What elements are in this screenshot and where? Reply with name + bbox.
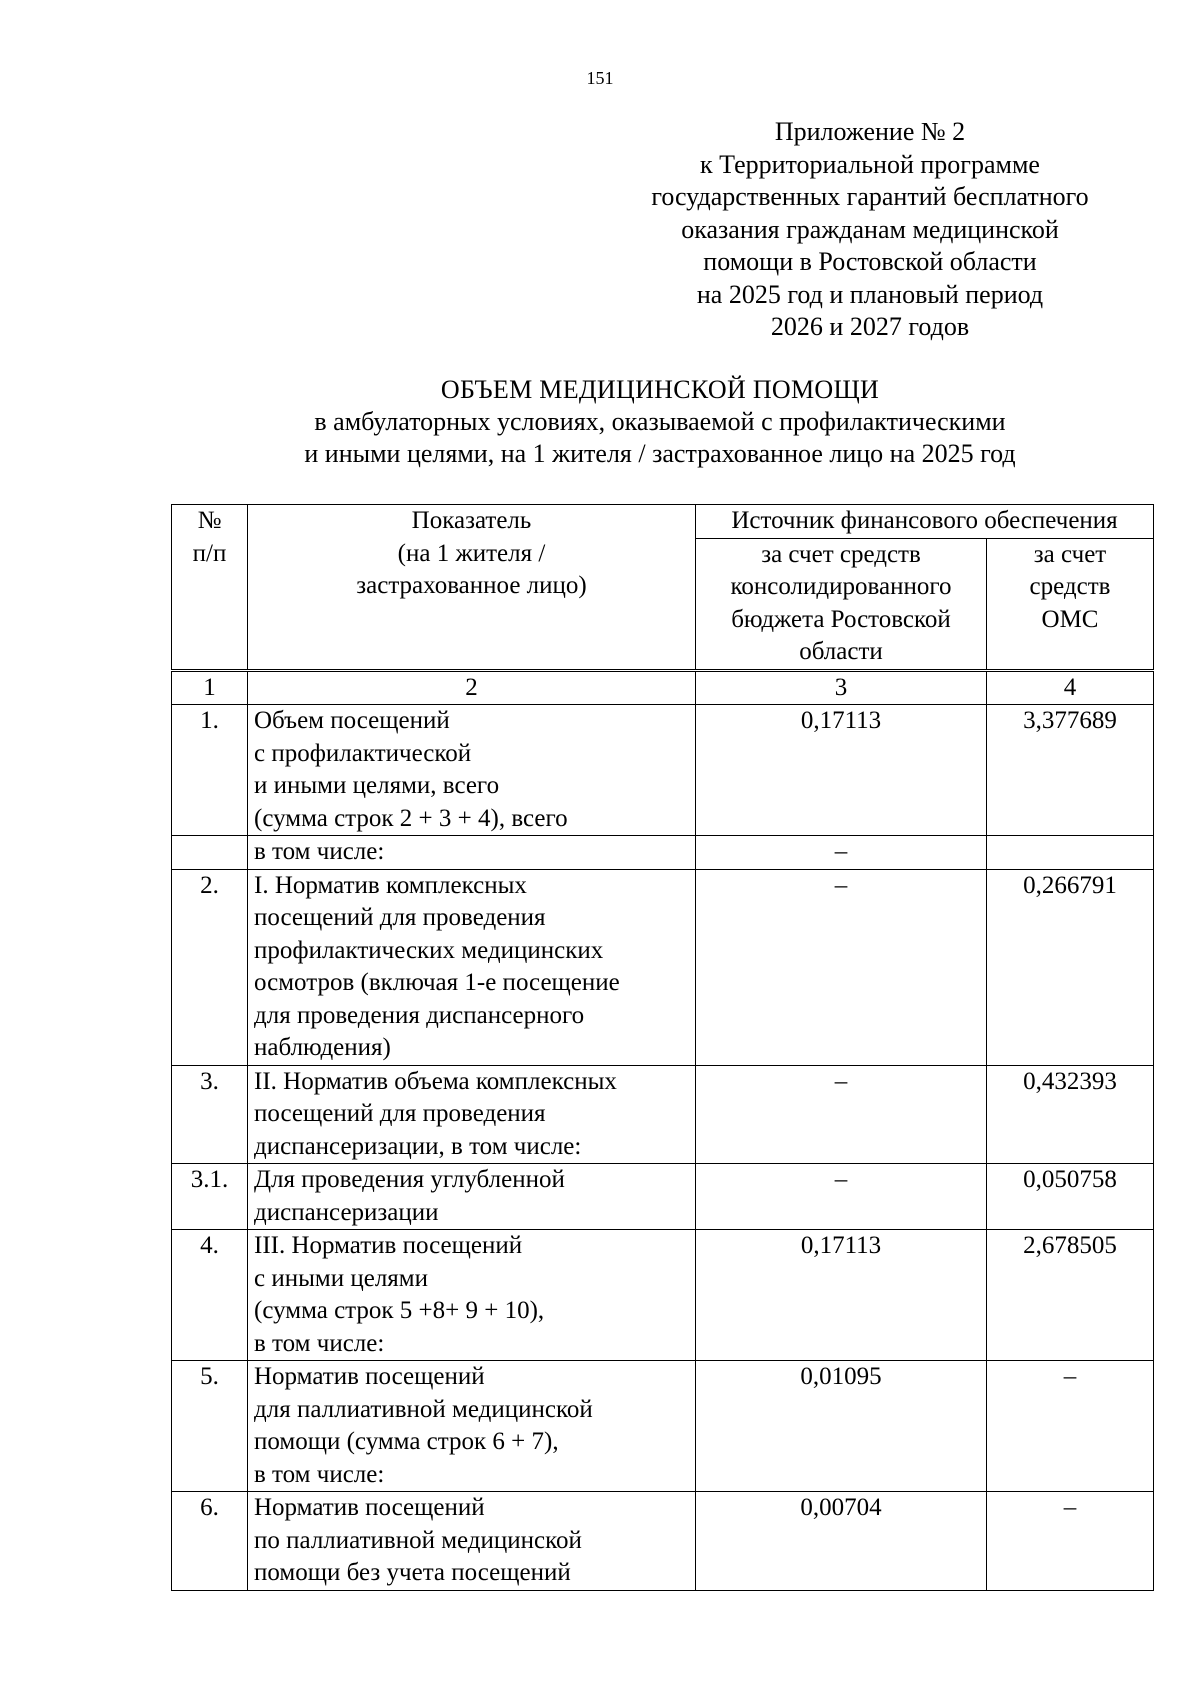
header-indicator-line: (на 1 жителя /: [397, 539, 546, 567]
row-indicator: [248, 1492, 696, 1591]
indicator-line: с иными целями: [254, 1264, 428, 1292]
annex-line: Приложение № 2: [774, 117, 966, 146]
row-budget-value: 0,00704: [696, 1492, 987, 1591]
header-indicator-line: застрахованное лицо): [356, 572, 587, 599]
row-indicator: [248, 1230, 696, 1361]
row-budget-value: –: [696, 869, 987, 1065]
annex-header: [620, 116, 1120, 344]
column-number: 2: [248, 670, 696, 705]
row-budget-value: 0,01095: [696, 1361, 987, 1492]
indicator-line: и иными целями, всего: [254, 772, 500, 799]
annex-line: 2026 и 2027 годов: [770, 312, 970, 341]
row-number: 1.: [172, 705, 248, 836]
row-oms-value: 0,050758: [987, 1164, 1154, 1230]
row-number: 3.: [172, 1065, 248, 1164]
annex-line: оказания гражданам медицинской: [681, 214, 1059, 244]
column-number: 3: [696, 670, 987, 705]
header-oms: [987, 538, 1154, 670]
indicator-line: (сумма строк 5 +8+ 9 + 10),: [254, 1297, 545, 1324]
column-number-row: [172, 670, 1154, 705]
indicator-line: в том числе:: [254, 838, 385, 865]
annex-line: к Территориальной программе: [700, 149, 1040, 179]
indicator-line: II. Норматив объема комплексных: [254, 1067, 617, 1095]
header-budget-line: бюджета Ростовской: [731, 605, 951, 633]
row-number: 6.: [172, 1492, 248, 1591]
header-num-line: №: [197, 507, 222, 534]
row-budget-value: –: [696, 1164, 987, 1230]
header-num: [172, 505, 248, 671]
title-main: ОБЪЕМ МЕДИЦИНСКОЙ ПОМОЩИ: [440, 375, 880, 404]
indicator-line: Норматив посещений: [254, 1363, 485, 1390]
table-row: [172, 1361, 1154, 1492]
table-row: [172, 1164, 1154, 1230]
row-indicator: [248, 836, 696, 870]
header-oms-line: ОМС: [1041, 605, 1099, 633]
row-indicator: [248, 705, 696, 836]
indicator-line: (сумма строк 2 + 3 + 4), всего: [254, 804, 568, 832]
indicator-line: помощи без учета посещений: [254, 1559, 571, 1586]
indicator-line: посещений для проведения: [254, 1100, 546, 1127]
header-budget-line: консолидированного: [730, 573, 952, 600]
indicator-line: с профилактической: [254, 739, 472, 767]
row-indicator: [248, 1065, 696, 1164]
table-row: [172, 1230, 1154, 1361]
column-number: 4: [987, 670, 1154, 705]
indicator-line: наблюдения): [254, 1034, 391, 1061]
row-number: 3.1.: [172, 1164, 248, 1230]
indicator-line: осмотров (включая 1-е посещение: [254, 969, 620, 996]
row-budget-value: 0,17113: [696, 705, 987, 836]
indicator-line: Норматив посещений: [254, 1494, 485, 1521]
row-number: 4.: [172, 1230, 248, 1361]
indicator-line: Для проведения углубленной: [254, 1166, 565, 1193]
indicator-line: в том числе:: [254, 1460, 385, 1488]
row-oms-value: 2,678505: [987, 1230, 1154, 1361]
header-budget-line: области: [799, 638, 883, 665]
indicator-line: III. Норматив посещений: [254, 1232, 523, 1259]
table-row: [172, 869, 1154, 1065]
row-indicator: [248, 1361, 696, 1492]
indicator-line: посещений для проведения: [254, 904, 546, 931]
row-number: 2.: [172, 869, 248, 1065]
indicator-line: диспансеризации, в том числе:: [254, 1132, 582, 1160]
header-oms-line: за счет: [1033, 540, 1107, 568]
table-row: [172, 836, 1154, 870]
document-title: [0, 374, 1200, 470]
annex-line: на 2025 год и плановый период: [696, 279, 1044, 309]
row-oms-value: [987, 836, 1154, 870]
header-budget-line: за счет средств: [761, 540, 921, 568]
row-budget-value: 0,17113: [696, 1230, 987, 1361]
annex-line: помощи в Ростовской области: [703, 247, 1037, 276]
table-row: [172, 1065, 1154, 1164]
row-number: 5.: [172, 1361, 248, 1492]
header-indicator-line: Показатель: [411, 507, 532, 534]
title-subtitle-line-2: и иными целями, на 1 жителя / застрахованное лицо на 2025 год: [304, 439, 1016, 468]
indicator-line: I. Норматив комплексных: [254, 871, 527, 899]
medical-volume-table: [171, 504, 1154, 1591]
indicator-line: по паллиативной медицинской: [254, 1526, 582, 1554]
row-oms-value: 0,266791: [987, 869, 1154, 1065]
row-oms-value: 3,377689: [987, 705, 1154, 836]
header-indicator: [248, 505, 696, 671]
indicator-line: помощи (сумма строк 6 + 7),: [254, 1428, 559, 1455]
header-budget: [696, 538, 987, 670]
row-budget-value: –: [696, 836, 987, 870]
indicator-line: диспансеризации: [254, 1198, 439, 1226]
header-num-line: п/п: [192, 539, 227, 567]
indicator-line: в том числе:: [254, 1329, 385, 1357]
table-row: [172, 1492, 1154, 1591]
annex-line: государственных гарантий бесплатного: [651, 182, 1089, 211]
row-indicator: [248, 869, 696, 1065]
table-row: [172, 705, 1154, 836]
row-oms-value: 0,432393: [987, 1065, 1154, 1164]
row-indicator: [248, 1164, 696, 1230]
indicator-line: для проведения диспансерного: [254, 1001, 585, 1029]
title-subtitle-line-1: в амбулаторных условиях, оказываемой с профилактическими: [314, 407, 1006, 436]
indicator-line: Объем посещений: [254, 707, 450, 734]
header-source-group: Источник финансового обеспечения: [696, 505, 1154, 539]
header-oms-line: средств: [1029, 573, 1111, 600]
indicator-line: для паллиативной медицинской: [254, 1395, 593, 1423]
row-oms-value: –: [987, 1492, 1154, 1591]
row-budget-value: –: [696, 1065, 987, 1164]
row-number: [172, 836, 248, 870]
row-oms-value: –: [987, 1361, 1154, 1492]
page-number: 151: [586, 68, 614, 88]
indicator-line: профилактических медицинских: [254, 936, 604, 964]
column-number: 1: [172, 670, 248, 705]
